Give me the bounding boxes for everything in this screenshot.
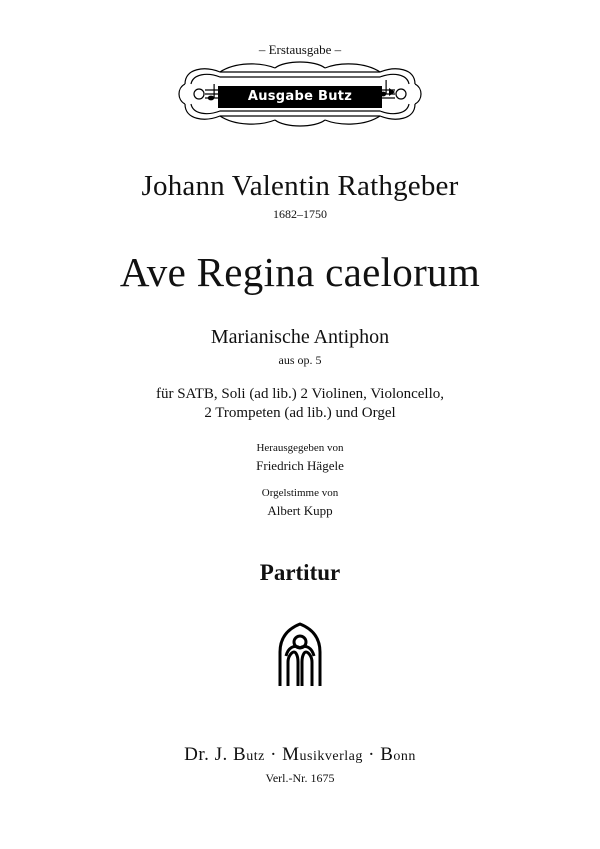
edition-note: – Erstausgabe – (258, 42, 342, 57)
composer-dates: 1682–1750 (273, 207, 327, 221)
editor-name: Friedrich Hägele (256, 458, 344, 473)
publisher-utz: utz (246, 749, 265, 764)
scoring-line-1: für SATB, Soli (ad lib.) 2 Violinen, Violoncello, (155, 386, 445, 402)
publisher-sep-2: · B (362, 744, 394, 765)
organ-part-author: Albert Kupp (267, 503, 333, 518)
composer-name: Johann Valentin Rathgeber (141, 170, 459, 202)
organ-part-label: Orgelstimme von (261, 487, 339, 499)
gothic-arch-icon (276, 622, 324, 686)
opus-number: aus op. 5 (278, 353, 322, 367)
publisher-onn: onn (393, 749, 416, 764)
scoring (0, 385, 600, 423)
score-type: Partitur (259, 560, 341, 585)
work-title: Ave Regina caelorum (119, 249, 481, 295)
editor-label: Herausgegeben von (256, 442, 344, 454)
work-subtitle: Marianische Antiphon (210, 326, 390, 348)
publisher-musikverlag: usikverlag (299, 749, 363, 764)
scoring-line-2: 2 Trompeten (ad lib.) und Orgel (204, 405, 396, 421)
plate-number: Verl.-Nr. 1675 (265, 771, 335, 785)
publisher-dr: Dr (184, 744, 205, 765)
logo-label: Ausgabe Butz (218, 86, 382, 108)
publisher-j-b: . J. B (204, 744, 247, 765)
publisher (0, 744, 600, 766)
publisher-sep-1: · M (264, 744, 300, 765)
